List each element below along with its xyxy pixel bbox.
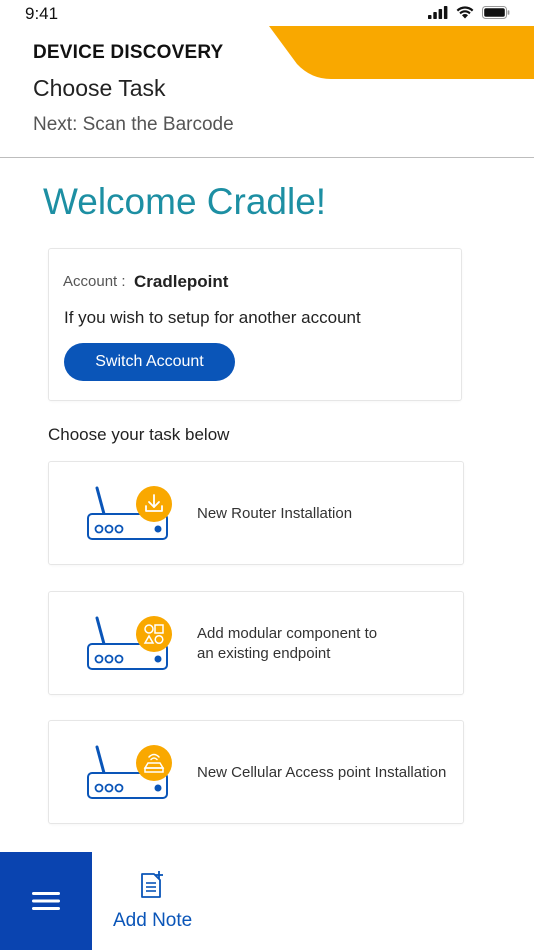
switch-account-button[interactable]: Switch Account [64,343,235,381]
add-note-icon [139,870,165,900]
menu-button[interactable] [0,852,92,950]
wifi-icon [456,6,474,19]
signal-icon [428,6,448,19]
status-bar [0,0,534,26]
page-subtitle: Choose Task [33,75,166,101]
battery-icon [482,6,510,19]
task-card-new-router[interactable] [48,461,464,565]
task-label-new-router: New Router Installation [197,505,353,522]
welcome-heading: Welcome Cradle! [43,181,327,222]
router-cellular-icon [85,743,175,805]
header-accent-shape [269,26,534,79]
hamburger-menu-icon [32,891,60,911]
page-title: DEVICE DISCOVERY [33,42,224,63]
next-step-text: Next: Scan the Barcode [33,114,234,135]
status-icons [428,6,510,19]
task-card-modular-component[interactable] [48,591,464,695]
task-label-modular-line2: an existing endpoint [197,645,331,662]
account-card [48,248,462,401]
add-note-button[interactable] [113,870,193,940]
status-time: 9:41 [25,4,59,23]
task-label-cellular: New Cellular Access point Installation [197,764,447,781]
account-message: If you wish to setup for another account [64,308,361,327]
account-label: Account : [63,273,126,290]
router-shapes-icon [85,614,175,676]
task-card-cellular-access-point[interactable] [48,720,464,824]
task-label-modular-line1: Add modular component to [197,625,378,642]
bottom-bar [0,852,534,950]
tasks-heading: Choose your task below [48,425,230,444]
add-note-label: Add Note [113,910,193,931]
router-download-icon [85,484,175,546]
account-name: Cradlepoint [134,272,229,291]
header [0,26,534,158]
